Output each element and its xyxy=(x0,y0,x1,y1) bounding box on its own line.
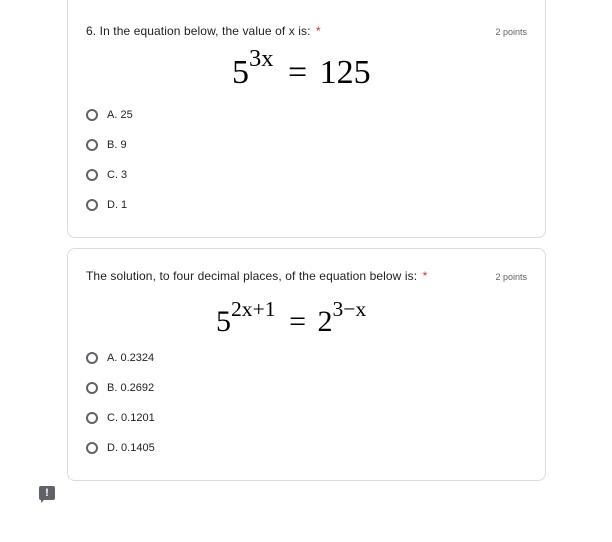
option-label: A. 0.2324 xyxy=(107,352,155,364)
required-asterisk: * xyxy=(422,269,428,283)
radio-button-icon[interactable] xyxy=(86,139,98,151)
radio-button-icon[interactable] xyxy=(86,169,98,181)
question-title xyxy=(86,269,427,283)
radio-button-icon[interactable] xyxy=(86,382,98,394)
question-card-1 xyxy=(67,0,546,238)
equation-rhs-exponent: 3−x xyxy=(332,297,367,322)
radio-button-icon[interactable] xyxy=(86,109,98,121)
radio-button-icon[interactable] xyxy=(86,442,98,454)
option-label: B. 9 xyxy=(107,139,127,151)
report-problem-icon[interactable]: ! xyxy=(39,486,55,500)
option-c[interactable] xyxy=(86,409,155,427)
option-label: B. 0.2692 xyxy=(107,382,155,394)
equation-rhs: 2 xyxy=(317,305,333,338)
points-label: 2 points xyxy=(495,272,527,282)
option-a[interactable] xyxy=(86,106,133,124)
option-d[interactable] xyxy=(86,196,127,214)
option-label: A. 25 xyxy=(107,109,133,121)
option-b[interactable] xyxy=(86,136,127,154)
option-c[interactable] xyxy=(86,166,127,184)
required-asterisk: * xyxy=(316,24,321,38)
question-card-2 xyxy=(67,248,546,481)
option-label: D. 0.1405 xyxy=(107,442,155,454)
question-text: The solution, to four decimal places, of the equation below is: xyxy=(86,269,418,283)
radio-button-icon[interactable] xyxy=(86,412,98,424)
points-label: 2 points xyxy=(495,27,527,37)
option-label: C. 3 xyxy=(107,169,128,181)
option-b[interactable] xyxy=(86,379,154,397)
option-label: D. 1 xyxy=(107,199,128,211)
equation-rhs: 125 xyxy=(319,54,371,91)
equation-equals: = xyxy=(289,305,306,338)
question-text: 6. In the equation below, the value of x is: xyxy=(86,24,311,38)
question-title xyxy=(86,24,321,38)
equation-base: 5 xyxy=(216,305,231,338)
equation-equals: = xyxy=(287,54,308,91)
equation xyxy=(232,45,371,92)
radio-button-icon[interactable] xyxy=(86,352,98,364)
option-a[interactable] xyxy=(86,349,154,367)
equation-base: 5 xyxy=(232,54,249,91)
option-label: C. 0.1201 xyxy=(107,412,155,424)
equation xyxy=(216,297,367,339)
radio-button-icon[interactable] xyxy=(86,199,98,211)
option-d[interactable] xyxy=(86,439,155,457)
equation-exponent: 3x xyxy=(249,45,274,73)
equation-exponent: 2x+1 xyxy=(231,297,276,322)
